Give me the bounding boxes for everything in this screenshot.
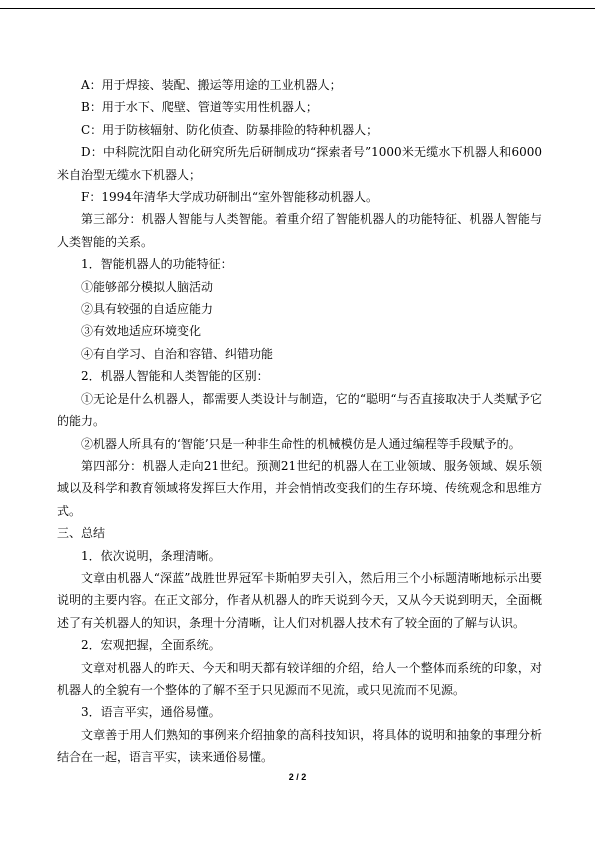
paragraph-part-three: 第三部分：机器人智能与人类智能。着重介绍了智能机器人的功能特征、机器人智能与人类智能的关系。 xyxy=(57,212,542,249)
paragraph-part-four: 第四部分：机器人走向21世纪。预测21世纪的机器人在工业领域、服务领域、娱乐领域以及科学和教育领域将发挥巨大作用，并会悄悄改变我们的生存环境、传统观念和思维方式。 xyxy=(57,458,542,518)
header-rule xyxy=(0,8,595,9)
paragraph-item-f: F：1994年清华大学成功研制出“室外智能移动机器人。 xyxy=(81,190,379,205)
paragraph-summary-body-1: 文章由机器人“深蓝”战胜世界冠军卡斯帕罗夫引入，然后用三个小标题清晰地标示出要说明的主要内容。在正文部分，作者从机器人的昨天说到今天，又从今天说到明天，全面概述了有关机器人的知识，条理十分清晰，让人们对机器人技术有了较全面的了解与认识。 xyxy=(57,570,542,630)
document-body xyxy=(57,74,542,769)
paragraph-list-item: ②具有较强的自适应能力 xyxy=(81,302,214,317)
paragraph-summary-point-3: 3．语言平实，通俗易懂。 xyxy=(81,705,221,720)
paragraph-summary-point-1: 1．依次说明，条理清晰。 xyxy=(81,548,221,563)
paragraph-subheading-1: 1．智能机器人的功能特征： xyxy=(81,257,233,272)
paragraph-item-a: A：用于焊接、装配、搬运等用途的工业机器人； xyxy=(81,78,342,92)
paragraph-summary-point-2: 2．宏观把握，全面系统。 xyxy=(81,638,221,653)
paragraph-item-b: B：用于水下、爬壁、管道等实用性机器人； xyxy=(81,100,318,115)
paragraph-list-item: ④有自学习、自治和容错、纠错功能 xyxy=(81,346,274,361)
page-number: 2 / 2 xyxy=(288,772,307,782)
paragraph-subheading-2: 2．机器人智能和人类智能的区别： xyxy=(81,369,269,384)
paragraph-list-item: ①无论是什么机器人，都需要人类设计与制造，它的“聪明“与否直接取决于人类赋予它的能力。 xyxy=(57,391,542,429)
section-heading-summary: 三、总结 xyxy=(57,526,106,541)
paragraph-list-item: ②机器人所具有的‘智能’只是一种非生命性的机械模仿是人通过编程等手段赋予的。 xyxy=(81,436,521,451)
paragraph-summary-body-3: 文章善于用人们熟知的事例来介绍抽象的高科技知识，将具体的说明和抽象的事理分析结合在一起，语言平实，读来通俗易懂。 xyxy=(57,727,542,765)
paragraph-list-item: ③有效地适应环境变化 xyxy=(81,324,202,339)
paragraph-summary-body-2: 文章对机器人的昨天、今天和明天都有较详细的介绍，给人一个整体而系统的印象，对机器人的全貌有一个整体的了解不至于只见源而不见流，或只见流而不见源。 xyxy=(57,660,542,697)
paragraph-item-d: D：中科院沈阳自动化研究所先后研制成功“探索者号”1000米无缆水下机器人和6000米自治型无缆水下机器人； xyxy=(57,145,542,182)
paragraph-list-item: ①能够部分模拟人脑活动 xyxy=(81,279,214,294)
paragraph-item-c: C：用于防核辐射、防化侦查、防暴排险的特种机器人； xyxy=(81,122,379,137)
